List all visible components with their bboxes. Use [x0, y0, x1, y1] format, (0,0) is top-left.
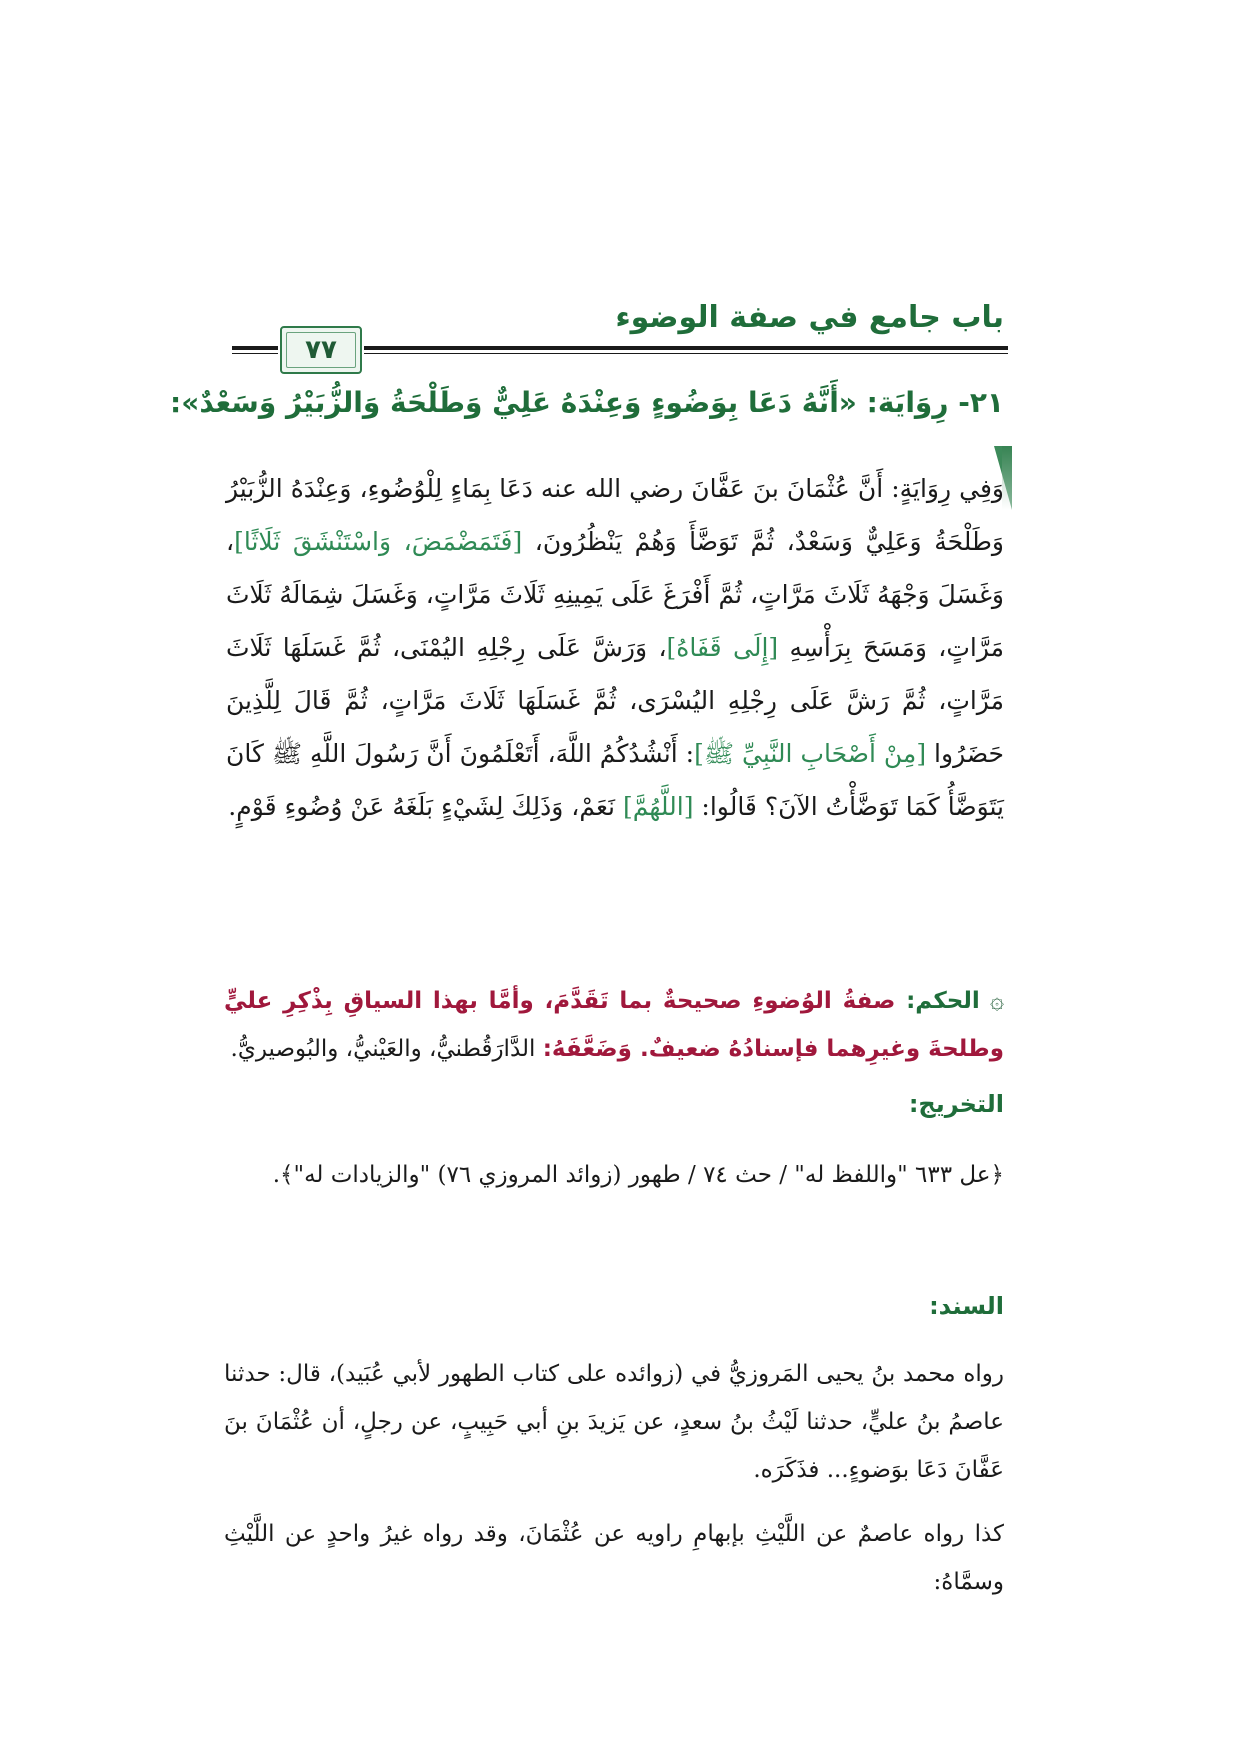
ruling-verdict: صفةُ الوُضوءِ صحيحةٌ بما تَقَدَّمَ، وأمَّا بهذا السياقِ بِذْكِرِ عليٍّ وطلحةَ وغيرِهما فإسنادُهُ ضعيفٌ.	[224, 988, 1004, 1062]
ruling-label: الحكم:	[906, 988, 980, 1014]
hadith-text-part: ، وَرَشَّ عَلَى رِجْلِهِ اليُمْنَى، ثُمَّ غَسَلَهَا ثَلَاثَ مَرَّاتٍ، ثُمَّ رَشَّ عَلَى رِجْلِهِ اليُسْرَى، ثُمَّ غَسَلَهَا ثَلَاثَ مَرَّاتٍ، ثُمَّ قَالَ لِلَّذِينَ حَضَرُوا	[226, 633, 1004, 768]
header-rule-left-thin	[232, 353, 278, 354]
section-heading: ٢١- رِوَايَة: «أَنَّهُ دَعَا بِوَضُوءٍ وَعِنْدَهُ عَلِيٌّ وَطَلْحَةُ وَالزُّبَيْرُ وَسَعْدٌ»:	[170, 386, 1004, 419]
ornament-star-icon: ۞	[989, 986, 1004, 1014]
ruling-paragraph	[224, 976, 1004, 1073]
page-number: ٧٧	[305, 335, 337, 365]
hadith-text-part: نَعَمْ، وَذَلِكَ لِشَيْءٍ بَلَغَهُ عَنْ وُضُوءِ قَوْمٍ.	[228, 792, 623, 821]
sanad-paragraph: رواه محمد بنُ يحيى المَروزيُّ في (زوائده على كتاب الطهور لأبي عُبَيد)، قال: حدثنا عاصمُ بنُ عليٍّ، حدثنا لَيْثُ بنُ سعدٍ، عن يَزيدَ بنِ أبي حَبِيبٍ، عن رجلٍ، أن عُثْمَانَ بنَ عَفَّانَ دَعَا بوَضوءٍ... فذَكَرَه.	[224, 1361, 1004, 1483]
hadith-addition: [مِنْ أَصْحَابِ النَّبِيِّ ﷺ]	[694, 739, 927, 768]
hadith-text-part: : أَنْشُدُكُمُ اللَّهَ، أَتَعْلَمُونَ أَنَّ رَسُولَ اللَّهِ ﷺ كَانَ يَتَوَضَّأُ كَمَا تَوَضَّأْتُ الآنَ؟ قَالُوا:	[226, 739, 1004, 821]
page-number-badge	[280, 326, 362, 374]
takhrij-text: ﴿عل ٦٣٣ "واللفظ له" / حث ٧٤ / طهور (زوائد المروزي ٧٦) "والزيادات له"﴾.	[272, 1162, 1004, 1188]
running-title: باب جامع في صفة الوضوء	[615, 300, 1004, 335]
weakened-by: الدَّارَقُطنيُّ، والعَيْنيُّ، والبُوصيريُّ.	[230, 1036, 543, 1062]
takhrij-heading: التخريج:	[908, 1090, 1004, 1118]
hadith-text-part: ، وَغَسَلَ وَجْهَهُ ثَلَاثَ مَرَّاتٍ، ثُمَّ أَفْرَغَ عَلَى يَمِينِهِ ثَلَاثَ مَرَّاتٍ، وَغَسَلَ شِمَالَهُ ثَلَاثَ مَرَّاتٍ، وَمَسَحَ بِرَأْسِهِ	[226, 527, 1005, 662]
header-rule-thin	[364, 353, 1008, 354]
hadith-addition: [إِلَى قَفَاهُ]	[666, 633, 779, 662]
header-rule-thick	[364, 346, 1008, 350]
header-rule-left-thick	[232, 346, 278, 350]
hadith-addition: [فَتَمَضْمَضَ، وَاسْتَنْشَقَ ثَلَاثًا]	[234, 527, 523, 556]
hadith-text-part: وَفِي رِوَايَةٍ: أَنَّ عُثْمَانَ بنَ عَفَّانَ رضي الله عنه دَعَا بِمَاءٍ لِلْوُضُوءِ، وَعِنْدَهُ الزُّبَيْرُ وَطَلْحَةُ وَعَلِيٌّ وَسَعْدٌ، ثُمَّ تَوَضَّأَ وَهُمْ يَنْظُرُونَ،	[226, 474, 1004, 556]
sanad-heading: السند:	[929, 1292, 1004, 1320]
weakened-label: وَضَعَّفَهُ:	[542, 1036, 640, 1062]
sanad-paragraph: كذا رواه عاصمٌ عن اللَّيْثِ بإبهامِ راويه عن عُثْمَانَ، وقد رواه غيرُ واحدٍ عن اللَّيْثِ وسمَّاهُ:	[224, 1521, 1004, 1595]
hadith-text	[226, 462, 1004, 833]
hadith-addition: [اللَّهُمَّ]	[622, 792, 694, 821]
